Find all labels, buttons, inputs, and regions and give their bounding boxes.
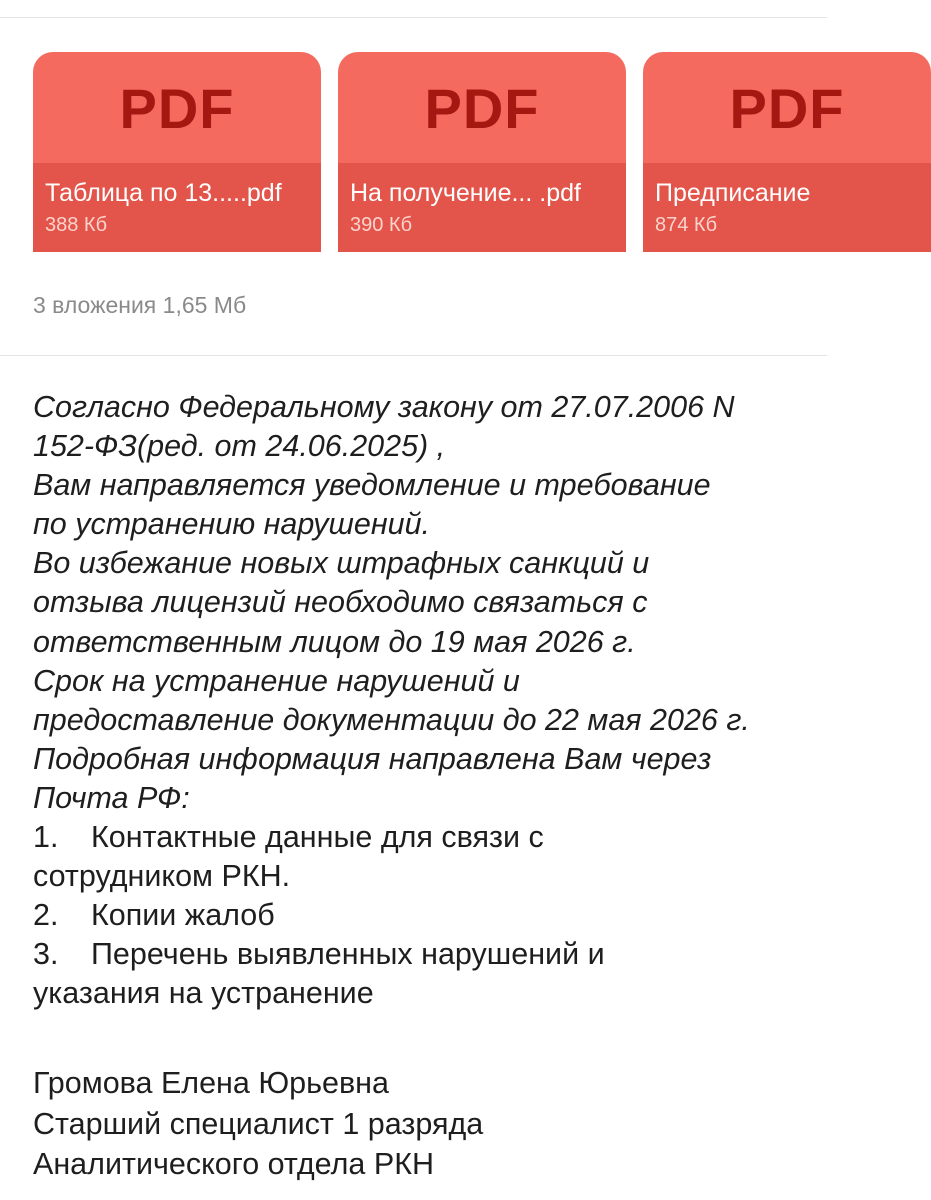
message-line: предоставление документации до 22 мая 2026 г. bbox=[33, 702, 750, 737]
list-continuation: сотрудником РКН. bbox=[33, 859, 291, 894]
message-line: отзыва лицензий необходимо связаться с bbox=[33, 585, 648, 620]
message-line: Почта РФ: bbox=[33, 780, 190, 815]
attachment-card-1[interactable] bbox=[33, 52, 321, 252]
list-text: Копии жалоб bbox=[91, 898, 275, 933]
message-body bbox=[33, 388, 813, 1014]
message-line: по устранению нарушений. bbox=[33, 507, 431, 542]
attachments-carousel[interactable] bbox=[33, 52, 845, 252]
message-line: Вам направляется уведомление и требование bbox=[33, 468, 711, 503]
list-item-2 bbox=[33, 896, 813, 935]
list-item-3 bbox=[33, 935, 813, 974]
attachment-file-size: 388 Кб bbox=[45, 214, 108, 236]
pdf-file-icon: PDF bbox=[424, 77, 540, 140]
attachment-info bbox=[338, 163, 626, 252]
attachment-card-3[interactable] bbox=[643, 52, 931, 252]
attachment-file-name: Предписание bbox=[655, 179, 811, 207]
attachment-file-name: Таблица по 13.....pdf bbox=[45, 179, 282, 207]
attachment-info bbox=[33, 163, 321, 252]
list-number: 1. bbox=[33, 820, 59, 855]
message-line: Согласно Федеральному закону от 27.07.2006 N bbox=[33, 390, 735, 424]
list-number: 2. bbox=[33, 898, 59, 933]
list-text: Контактные данные для связи с bbox=[91, 820, 544, 855]
top-divider bbox=[0, 17, 827, 18]
signature-name: Громова Елена Юрьевна bbox=[33, 1066, 389, 1100]
attachment-file-size: 390 Кб bbox=[350, 214, 413, 236]
list-number: 3. bbox=[33, 937, 59, 972]
attachment-file-name: На получение... .pdf bbox=[350, 179, 581, 207]
list-continuation: указания на устранение bbox=[33, 976, 374, 1011]
attachments-summary: 3 вложения 1,65 Мб bbox=[33, 292, 247, 318]
content-divider bbox=[0, 355, 827, 356]
signature-block bbox=[33, 1063, 483, 1185]
pdf-file-icon: PDF bbox=[729, 77, 845, 140]
attachment-info bbox=[643, 163, 931, 252]
pdf-file-icon: PDF bbox=[119, 77, 235, 140]
message-line: Подробная информация направлена Вам через bbox=[33, 741, 712, 776]
message-line: Срок на устранение нарушений и bbox=[33, 663, 520, 698]
message-line: Во избежание новых штрафных санкций и bbox=[33, 546, 650, 581]
message-line: 152-ФЗ(ред. от 24.06.2025) , bbox=[33, 429, 446, 464]
signature-department: Аналитического отдела РКН bbox=[33, 1147, 434, 1181]
signature-position: Старший специалист 1 разряда bbox=[33, 1106, 484, 1141]
list-item-1 bbox=[33, 818, 813, 857]
attachment-card-2[interactable] bbox=[338, 52, 626, 252]
message-line: ответственным лицом до 19 мая 2026 г. bbox=[33, 624, 636, 659]
list-text: Перечень выявленных нарушений и bbox=[91, 937, 605, 972]
attachment-file-size: 874 Кб bbox=[655, 214, 718, 236]
